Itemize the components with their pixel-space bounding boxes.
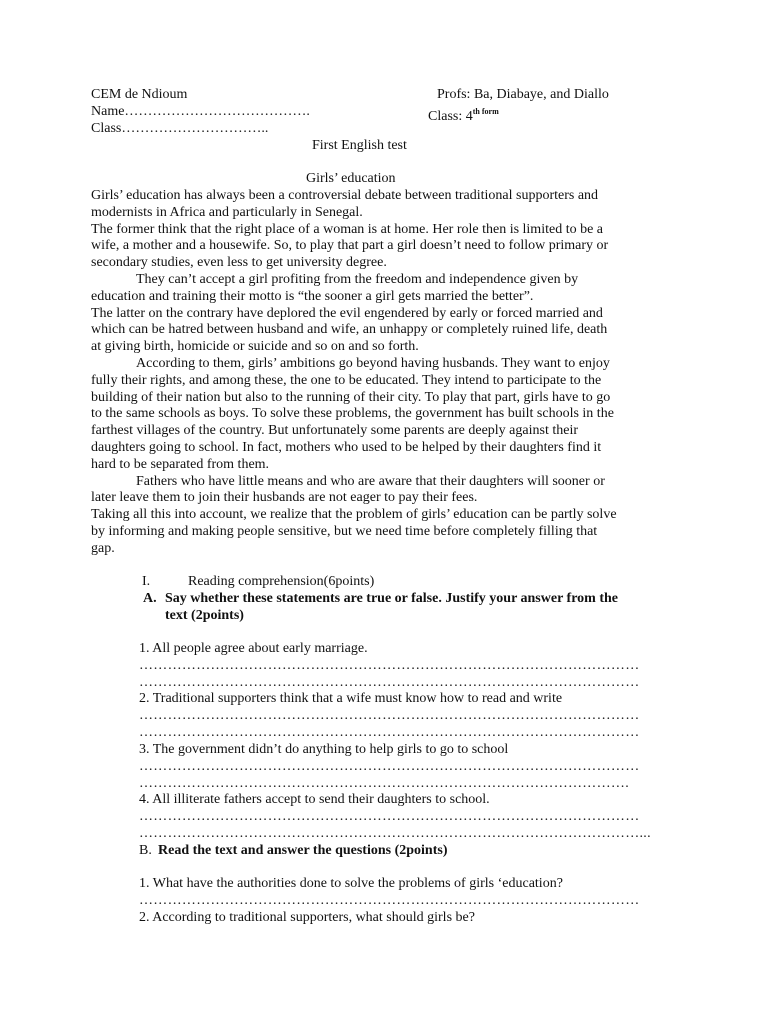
question-1: 1. What have the authorities done to solve the problems of girls ‘education? <box>139 876 563 891</box>
passage-line: gap. <box>91 540 115 556</box>
section-numeral: I. <box>142 574 151 589</box>
passage-line: The former think that the right place of a woman is at home. Her role then is limited to be a <box>91 221 604 237</box>
passage-line: secondary studies, even less to get university degree. <box>91 255 387 271</box>
passage-line: hard to be separated from them. <box>91 456 270 472</box>
passage-title: Girls’ education <box>306 171 396 186</box>
answer-line: ……………………………………………………………………………………………... <box>139 826 651 841</box>
answer-line: …………………………………………………………………………………………… <box>139 658 640 673</box>
answer-line: …………………………………………………………………………………………… <box>139 708 640 723</box>
answer-line: …………………………………………………………………………………………… <box>139 759 640 774</box>
passage-line: farthest villages of the country. But unfortunately some parents are deeply against their <box>91 423 578 439</box>
passage-line: The latter on the contrary have deplored the evil engendered by early or forced married and <box>91 305 603 321</box>
passage-line: wife, a mother and a housewife. So, to play that part a girl doesn’t need to follow primary or <box>91 238 609 254</box>
passage-line: modernists in Africa and particularly in Senegal. <box>91 204 363 220</box>
answer-line: …………………………………………………………………………………………… <box>139 725 640 740</box>
passage-line: at giving birth, homicide or suicide and so on and so forth. <box>91 339 419 355</box>
passage-line: Girls’ education has always been a controversial debate between traditional supporters and <box>91 188 599 203</box>
passage-body <box>91 188 691 558</box>
class-line: Class………………………….. <box>91 121 269 136</box>
passage-line: to the same schools as boys. To solve these problems, the government has built schools in the <box>91 406 614 422</box>
passage-line: They can’t accept a girl profiting from the freedom and independence given by <box>136 271 579 287</box>
passage-line: later leave them to join their husbands are not eager to pay their fees. <box>91 490 478 506</box>
statement-4: 4. All illiterate fathers accept to send their daughters to school. <box>139 792 490 807</box>
class-label-right <box>428 104 499 126</box>
passage-line: According to them, girls’ ambitions go beyond having husbands. They want to enjoy <box>136 355 610 371</box>
answer-line: …………………………………………………………………………………………… <box>139 675 640 690</box>
passage-line: daughters going to school. In fact, mothers who used to be helped by their daughters find it <box>91 439 602 455</box>
statement-3: 3. The government didn’t do anything to help girls to go to school <box>139 742 509 757</box>
name-line: Name…………………………………. <box>91 104 310 119</box>
passage-line: by informing and making people sensitive, but we need time before completely filling that <box>91 523 598 539</box>
part-a-instruction-line1: Say whether these statements are true or false. Justify your answer from the <box>165 591 618 606</box>
part-a-instruction-line2: text (2points) <box>165 608 244 623</box>
section-title: Reading comprehension(6points) <box>188 574 375 589</box>
class-superscript: th form <box>472 107 499 116</box>
test-title: First English test <box>312 138 407 153</box>
question-2: 2. According to traditional supporters, what should girls be? <box>139 910 475 925</box>
statement-2: 2. Traditional supporters think that a wife must know how to read and write <box>139 691 563 706</box>
passage-line: education and training their motto is “the sooner a girl gets married the better”. <box>91 288 534 304</box>
teachers: Profs: Ba, Diabaye, and Diallo <box>437 87 609 102</box>
school-name: CEM de Ndioum <box>91 87 188 102</box>
part-b-letter: B. <box>139 843 152 858</box>
statement-1: 1. All people agree about early marriage. <box>139 641 368 656</box>
answer-line: …………………………………………………………………………………………. <box>139 776 629 791</box>
class-prefix: Class: 4 <box>428 109 473 124</box>
answer-line: …………………………………………………………………………………………… <box>139 893 640 908</box>
passage-line: Taking all this into account, we realize that the problem of girls’ education can be partly solve <box>91 507 617 523</box>
passage-line: which can be hatred between husband and wife, an unhappy or completely ruined life, death <box>91 322 608 338</box>
part-b-instruction: Read the text and answer the questions (2points) <box>158 843 448 858</box>
answer-line: …………………………………………………………………………………………… <box>139 809 640 824</box>
passage-line: Fathers who have little means and who are aware that their daughters will sooner or <box>136 473 605 489</box>
passage-line: building of their nation but also to the running of their city. To play that part, girls have to go <box>91 389 611 405</box>
part-a-letter: A. <box>143 591 157 606</box>
passage-line: fully their rights, and among these, the one to be educated. They intend to participate to the <box>91 372 602 388</box>
